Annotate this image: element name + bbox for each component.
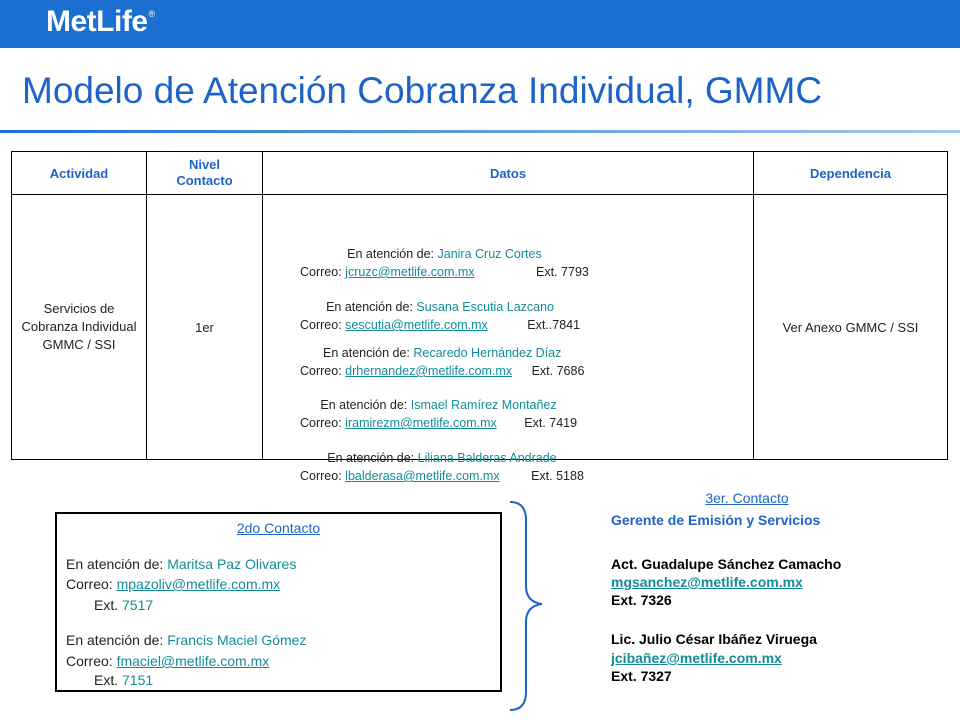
header-dependencia: Dependencia [754,152,948,195]
contact-ext-line: Ext. 7517 [94,597,154,613]
email-link[interactable]: drhernandez@metlife.com.mx [345,364,513,378]
second-contact-heading: 2do Contacto [236,520,321,536]
manager-role: Gerente de Emisión y Servicios [611,512,821,528]
title-divider [0,130,960,133]
email-link[interactable]: lbalderasa@metlife.com.mx [345,469,500,483]
metlife-logo: MetLife® [46,5,155,38]
email-link[interactable]: sescutia@metlife.com.mx [345,318,488,332]
actividad-line: Servicios de [43,301,115,316]
contact-ext-line: Ext. 7151 [94,672,154,688]
email-link[interactable]: mgsanchez@metlife.com.mx [611,574,803,590]
header-bar [0,0,960,48]
header-nivel-contacto: Nivel Contacto [147,152,263,195]
contact-entry: En atención de: Recaredo Hernández Díaz Correo: drhernandez@metlife.com.mx Ext. 7686 [300,346,585,378]
manager-ext: Ext. 7326 [611,592,672,608]
manager-name: Act. Guadalupe Sánchez Camacho [611,556,842,572]
actividad-line: Cobranza Individual [21,319,137,334]
second-contact-box [55,512,502,692]
email-link[interactable]: jcruzc@metlife.com.mx [345,265,475,279]
third-contact-heading: 3er. Contacto [705,490,789,506]
email-link[interactable]: mpazoliv@metlife.com.mx [116,576,281,592]
contact-table [11,151,948,483]
table-header-row [12,152,948,195]
contact-entry: En atención de: Susana Escutia Lazcano Correo: sescutia@metlife.com.mx Ext..7841 [300,300,581,332]
header-datos: Datos [263,152,754,195]
contact-email-line: Correo: mpazoliv@metlife.com.mx [66,576,281,592]
manager-name: Lic. Julio César Ibáñez Viruega [611,631,817,647]
contact-entry: En atención de: Liliana Balderas Andrade Correo: lbalderasa@metlife.com.mx Ext. 5188 [300,451,584,483]
contact-email-line: Correo: fmaciel@metlife.com.mx [66,653,270,669]
contact-name-line: En atención de: Francis Maciel Gómez [66,632,307,648]
contact-entry: En atención de: Janira Cruz Cortes Correo: jcruzc@metlife.com.mx Ext. 7793 [300,247,589,279]
cell-nivel: 1er [147,195,263,460]
table-row [12,195,948,460]
header-actividad: Actividad [12,152,147,195]
manager-ext: Ext. 7327 [611,668,672,684]
actividad-line: GMMC / SSI [42,337,116,352]
contact-name-line: En atención de: Maritsa Paz Olivares [66,556,297,572]
email-link[interactable]: jcibañez@metlife.com.mx [611,650,782,666]
email-link[interactable]: fmaciel@metlife.com.mx [116,653,270,669]
email-link[interactable]: iramirezm@metlife.com.mx [345,416,497,430]
page-title: Modelo de Atención Cobranza Individual, GMMC [22,70,823,111]
cell-datos [263,195,754,483]
cell-dependencia: Ver Anexo GMMC / SSI [754,195,948,460]
contact-entry: En atención de: Ismael Ramírez Montañez Correo: iramirezm@metlife.com.mx Ext. 7419 [300,398,578,430]
right-brace-icon [508,500,548,715]
cell-actividad [12,195,147,460]
